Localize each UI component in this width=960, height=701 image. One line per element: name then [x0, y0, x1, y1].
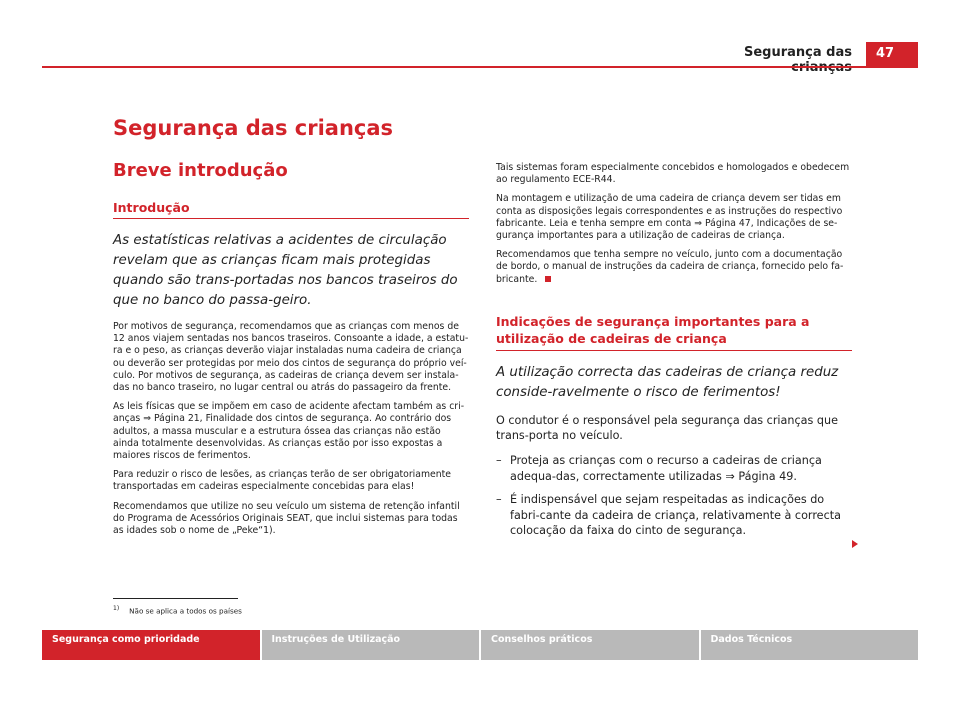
- section-title: Breve introdução: [113, 160, 288, 181]
- header-title: Segurança das: [744, 45, 852, 60]
- safety-lead: A utilização correcta das cadeiras de criança reduz conside-ravelmente o risco de ferimentos!: [496, 364, 839, 400]
- safety-heading: Indicações de segurança importantes para a utilização de cadeiras de criança: [496, 313, 852, 351]
- right-column: [496, 162, 852, 547]
- list-item-text: Proteja as crianças com o recurso a cadeiras de criança adequa-das, correctamente utilizadas ⇒ Página 49.: [510, 454, 822, 483]
- footnote-text: Não se aplica a todos os países: [129, 606, 242, 616]
- footer-tab-safety[interactable]: Segurança como prioridade: [42, 630, 260, 660]
- footer-tab-technical[interactable]: Dados Técnicos: [699, 630, 919, 660]
- safety-body: O condutor é o responsável pela segurança das crianças que trans-porta no veículo.: [496, 413, 838, 443]
- footnote-rule: [113, 598, 238, 599]
- end-mark-icon: [545, 276, 551, 282]
- paragraph: Tais sistemas foram especialmente concebidos e homologados e obedecem ao regulamento ECE-R44.: [496, 162, 850, 186]
- page-title: Segurança das crianças: [113, 116, 394, 140]
- footnote: [113, 605, 242, 615]
- footnote-marker: 1): [113, 605, 120, 612]
- dash-bullet: –: [496, 493, 502, 507]
- paragraph-with-end-mark: [496, 249, 852, 286]
- paragraph: Recomendamos que utilize no seu veículo um sistema de retenção infantil do Programa de Acessórios Originais SEAT, que inclui sistemas para todas as idades sob o nome de „Peke“1).: [113, 500, 460, 537]
- paragraph: As leis físicas que se impõem em caso de acidente afectam também as cri-anças ⇒ Página 21, Finalidade dos cintos de segurança. Ao contrário dos adultos, a massa muscular e a estrutura óssea das crianças não estão ainda totalmente desenvolvidas. As crianças estão por isso expostas a maiores riscos de ferimentos.: [113, 401, 465, 462]
- paragraph: Para reduzir o risco de lesões, as crianças terão de ser obrigatoriamente transportadas em cadeiras especialmente concebidas para elas!: [113, 469, 451, 493]
- list-item-text: É indispensável que sejam respeitadas as indicações do fabri-cante da cadeira de criança, relativamente à correcta colocação da faixa do cinto de segurança.: [510, 493, 841, 538]
- left-column: [113, 200, 469, 544]
- dash-bullet: –: [496, 454, 502, 468]
- footer-tab-instructions[interactable]: Instruções de Utilização: [260, 630, 480, 660]
- footer-nav: [42, 630, 918, 660]
- list-item: [496, 492, 852, 539]
- paragraph-text: Recomendamos que tenha sempre no veículo, junto com a documentação de bordo, o manual de instruções da cadeira de criança, fornecido pelo fa-bricante.: [496, 249, 844, 285]
- footer-tab-tips[interactable]: Conselhos práticos: [479, 630, 699, 660]
- page-number: 47: [866, 42, 918, 66]
- header-rule: [42, 66, 918, 68]
- intro-lead: As estatísticas relativas a acidentes de circulação revelam que as crianças ficam mais protegidas quando são trans-portadas nos bancos traseiros do que no banco do passa-geiro.: [113, 233, 458, 308]
- paragraph: Na montagem e utilização de uma cadeira de criança devem ser tidas em conta as disposições legais correspondentes e as instruções do respectivo fabricante. Leia e tenha sempre em conta ⇒ Página 47, Indicações de se-gurança importantes para a utilização de cadeiras de criança.: [496, 193, 843, 242]
- intro-heading: Introdução: [113, 200, 469, 219]
- safety-section: [496, 313, 852, 539]
- continue-arrow-icon: [852, 540, 858, 548]
- safety-list: [496, 453, 852, 539]
- list-item: [496, 453, 852, 484]
- paragraph: Por motivos de segurança, recomendamos que as crianças com menos de 12 anos viajem sentadas nos bancos traseiros. Consoante a idade, a estatu-ra e o peso, as crianças deverão viajar instaladas numa cadeira de criança ou deverão ser protegidas por meio dos cintos de segurança do próprio veí-culo. Por motivos de segurança, as cadeiras de criança devem ser instala-das no banco traseiro, no lugar central ou atrás do passageiro da frente.: [113, 321, 469, 394]
